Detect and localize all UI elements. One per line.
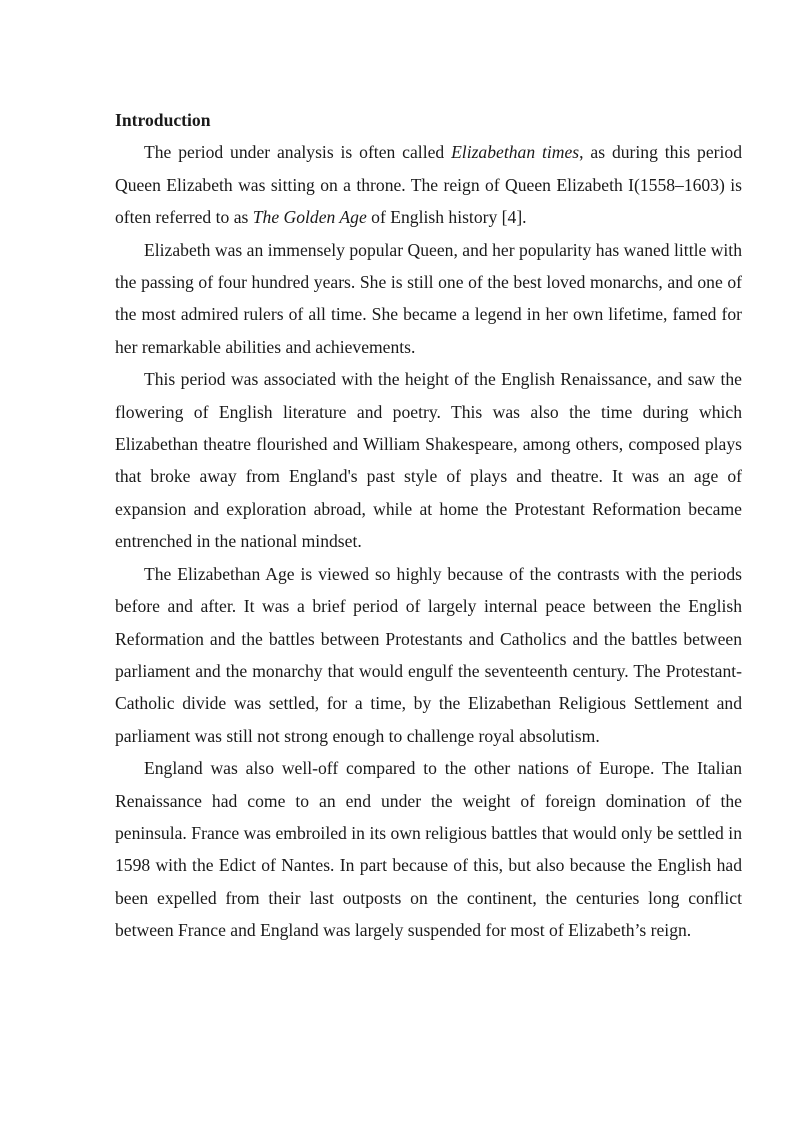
paragraph xyxy=(115,752,742,946)
body-text xyxy=(115,136,742,946)
italic-text: The Golden Age xyxy=(252,207,367,228)
document-page xyxy=(115,104,742,947)
text-segment: England was also well-off compared to the other nations of Europe. The Italian Renaissance had come to an end under the weight of foreign domination of the peninsula. France was embroiled in its own religious battles that would only be settled in 1598 with the Edict of Nantes. In part because of this, but also because the English had been expelled from their last outposts on the continent, the centuries long conflict between France and England was largely suspended for most of Elizabeth’s reign. xyxy=(115,758,742,941)
text-segment: Elizabeth was an immensely popular Queen, and her popularity has waned little with the passing of four hundred years. She is still one of the best loved monarchs, and one of the most admired rulers of all time. She became a legend in her own lifetime, famed for her remarkable abilities and achievements. xyxy=(115,239,742,357)
paragraph xyxy=(115,558,742,752)
italic-text: Elizabethan times xyxy=(451,142,580,163)
text-segment: The period under analysis is often called xyxy=(144,142,452,163)
text-segment: , as during this period Queen Elizabeth was sitting on a throne. The reign of Queen Elizabeth I(1558–1603) is often referred to as xyxy=(115,142,743,228)
section-heading: Introduction xyxy=(115,110,211,130)
text-segment: of English history [4]. xyxy=(366,207,527,228)
text-segment: This period was associated with the height of the English Renaissance, and saw the flowering of English literature and poetry. This was also the time during which Elizabethan theatre flourished and William Shakespeare, among others, composed plays that broke away from England's past style of plays and theatre. It was an age of expansion and exploration abroad, while at home the Protestant Reformation became entrenched in the national mindset. xyxy=(115,369,742,552)
text-segment: The Elizabethan Age is viewed so highly because of the contrasts with the periods before and after. It was a brief period of largely internal peace between the English Reformation and the battles between Protestants and Catholics and the battles between parliament and the monarchy that would engulf the seventeenth century. The Protestant-Catholic divide was settled, for a time, by the Elizabethan Religious Settlement and parliament was still not strong enough to challenge royal absolutism. xyxy=(115,563,742,746)
paragraph xyxy=(115,234,742,364)
paragraph xyxy=(115,136,742,233)
paragraph xyxy=(115,363,742,557)
